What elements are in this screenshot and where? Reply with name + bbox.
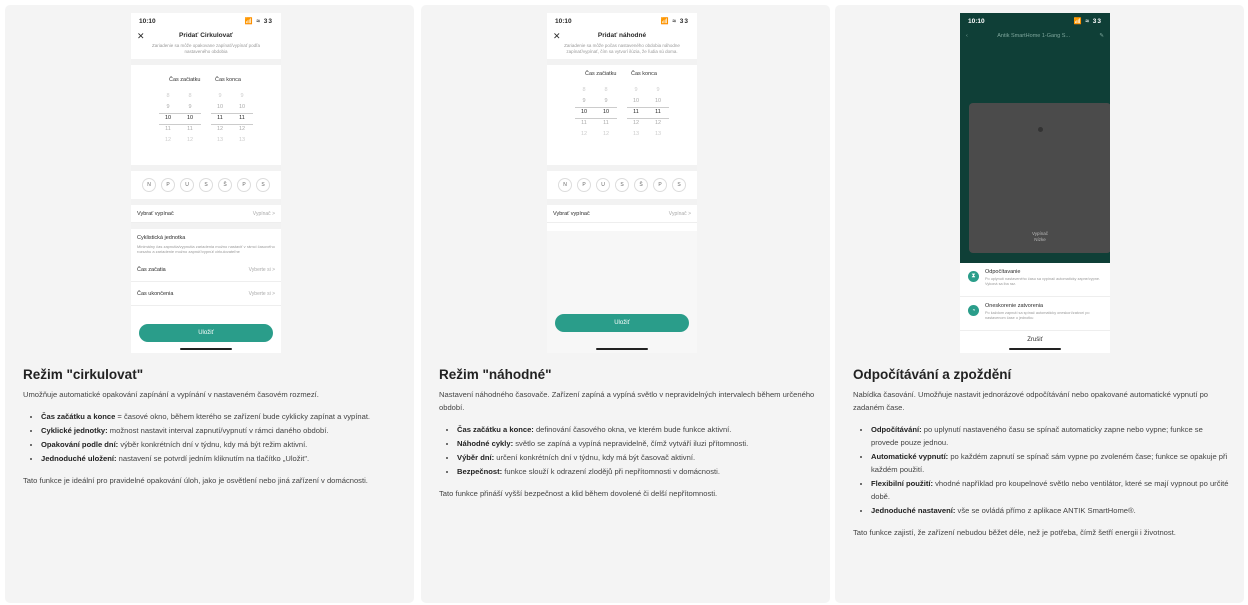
list-item: • Odpočítávání: po uplynutí nastaveného času se spínač automaticky zapne nebo vypne; funkce se provede pouze jednou. — [871, 423, 1230, 449]
end-hour-wheel[interactable]: 9 10 11 12 13 — [632, 87, 640, 137]
start-time-label: Čas začiatku — [169, 77, 201, 83]
empty-area — [547, 231, 697, 353]
option-description: Po uplynutí nastaveného času sa vypínač automaticky zapne/vypne. Vykoná sa iba raz. — [985, 277, 1101, 286]
list-item: • Automatické vypnutí: po každém zapnutí se spínač sám vypne po zvoleném čase; funkce se opakuje při každém použití. — [871, 450, 1230, 476]
power-icon — [1038, 127, 1043, 132]
list-item: • Cyklické jednotky: možnost nastavit interval zapnutí/vypnutí v rámci daného období. — [41, 424, 400, 437]
back-icon[interactable]: ‹ — [966, 33, 968, 39]
card-cirkulovat — [5, 5, 414, 603]
select-switch-row[interactable] — [131, 205, 281, 223]
day-toggle[interactable]: S — [672, 178, 686, 192]
end-minute-wheel[interactable]: 9 10 11 12 13 — [238, 93, 246, 143]
list-item: • Náhodné cykly: světlo se zapíná a vypíná nepravidelně, čímž vytváří iluzi přítomnosti. — [457, 437, 816, 450]
end-time-label: Čas konca — [631, 71, 657, 77]
intro-text: Nabídka časování. Umožňuje nastavit jednorázové odpočítávání nebo opakované automatické vypnutí po zadaném čase. — [853, 390, 1209, 412]
option-title: Odpočítavanie — [985, 269, 1021, 275]
list-item: • Čas začátku a konce = časové okno, během kterého se zařízení bude cyklicky zapínat a vypínat. — [41, 410, 400, 423]
cycle-unit-section — [131, 229, 281, 258]
outro-text: Tato funkce je ideální pro pravidelné opakování úloh, jako je osvětlení nebo jiná zařízení v domácnosti. — [23, 476, 368, 485]
card-nahodne — [421, 5, 830, 603]
list-item: • Jednoduché nastavení: vše se ovládá přímo z aplikace ANTIK SmartHome®. — [871, 504, 1230, 517]
screen-title: Pridať Cirkulovať — [179, 32, 233, 39]
end-row-label: Čas ukončenia — [137, 290, 174, 297]
list-item: • Opakování podle dní: výběr konkrétních dní v týdnu, kdy má být režim aktivní. — [41, 438, 400, 451]
card-odpocitavani — [835, 5, 1244, 603]
outro-text: Tato funkce zajistí, že zařízení nebudou běžet déle, než je potřeba, čímž šetří energii i životnost. — [853, 528, 1176, 537]
screen-subtitle: Zariadenie sa môže počas nastaveného obdobia náhodne zapínať/vypínať, čím sa vytvorí ilúzia, že ľudia sú doma. — [564, 43, 680, 54]
start-row[interactable] — [131, 258, 281, 282]
edit-icon[interactable]: ✎ — [1099, 33, 1104, 39]
status-time: 10:10 — [555, 17, 572, 25]
cycle-unit-description: Minimálny čas zapnutia/vypnutia zariadenia možno nastaviť v rámci časového rozsahu a zariadenie možno zapnúť/vypnúť cirkulovateľne — [137, 244, 275, 255]
close-icon[interactable]: ✕ — [553, 31, 561, 41]
option-title: Oneskorenie zatvorenia — [985, 303, 1044, 309]
start-time-label: Čas začiatku — [585, 71, 617, 77]
end-hour-wheel[interactable]: 9 10 11 12 13 — [216, 93, 224, 143]
list-item: • Jednoduché uložení: nastavení se potvrdí jedním kliknutím na tlačítko „Uložit". — [41, 452, 400, 465]
select-switch-row[interactable] — [547, 205, 697, 223]
start-row-label: Čas začatia — [137, 266, 166, 273]
feature-list — [41, 410, 400, 465]
list-item: • Bezpečnost: funkce slouží k odrazení zlodějů při nepřítomnosti v domácnosti. — [457, 465, 816, 478]
home-indicator — [1009, 348, 1061, 350]
phone-screenshot — [960, 13, 1110, 353]
day-toggle[interactable]: P — [653, 178, 667, 192]
time-picker[interactable] — [131, 65, 281, 165]
status-icons: 📶 ≈ 33 — [244, 18, 273, 25]
select-switch-value: Vypínač > — [668, 210, 691, 217]
time-picker[interactable] — [547, 65, 697, 165]
select-switch-label: Vybrať vypínač — [553, 210, 590, 217]
day-toggle[interactable]: Š — [218, 178, 232, 192]
day-toggle[interactable]: Š — [634, 178, 648, 192]
delay-close-option[interactable] — [960, 297, 1110, 331]
day-toggle[interactable]: P — [577, 178, 591, 192]
nav-bar — [547, 29, 697, 43]
end-row[interactable] — [131, 282, 281, 306]
status-time: 10:10 — [968, 17, 985, 25]
status-icons: 📶 ≈ 33 — [660, 18, 689, 25]
option-description: Po každom zapnutí sa spínač automaticky oneskorí/zatvorí po nastavenom čase o jednotku — [985, 311, 1090, 320]
description — [439, 367, 816, 500]
status-bar — [131, 13, 281, 29]
screen-title: Pridať náhodné — [597, 32, 647, 39]
select-switch-label: Vybrať vypínač — [137, 210, 174, 217]
screen-title: Antik SmartHome 1-Gang S... — [997, 33, 1070, 39]
status-icons: 📶 ≈ 33 — [1073, 18, 1102, 25]
start-hour-wheel[interactable]: 8 9 10 11 12 — [164, 93, 172, 143]
home-indicator — [596, 348, 648, 350]
screen-subtitle: Zariadenie sa môže opakovane zapínať/vypínať podľa nastaveného obdobia — [151, 43, 260, 54]
start-row-value: Vyberte si > — [248, 266, 275, 273]
day-toggle[interactable]: S — [615, 178, 629, 192]
cancel-button[interactable]: Zrušiť — [1027, 337, 1043, 343]
switch-device-panel[interactable] — [969, 103, 1110, 253]
status-bar — [547, 13, 697, 29]
description — [23, 367, 400, 487]
day-toggle[interactable]: P — [161, 178, 175, 192]
section-heading: Režim "náhodné" — [439, 367, 552, 382]
day-toggle[interactable]: U — [596, 178, 610, 192]
status-time: 10:10 — [139, 17, 156, 25]
day-toggle[interactable]: U — [180, 178, 194, 192]
timer-action-sheet — [960, 263, 1110, 353]
select-switch-value: Vypínač > — [252, 210, 275, 217]
phone-screenshot — [547, 13, 697, 353]
day-toggle[interactable]: S — [199, 178, 213, 192]
close-icon[interactable]: ✕ — [137, 31, 145, 41]
outro-text: Tato funkce přináší vyšší bezpečnost a klid během dovolené či delší nepřítomnosti. — [439, 489, 718, 498]
device-screen — [960, 13, 1110, 263]
day-toggle[interactable]: S — [256, 178, 270, 192]
phone-screenshot — [131, 13, 281, 353]
day-toggle[interactable]: P — [237, 178, 251, 192]
list-item: • Čas začátku a konce: definování časového okna, ve kterém bude funkce aktivní. — [457, 423, 816, 436]
end-time-label: Čas konca — [215, 77, 241, 83]
feature-list — [871, 423, 1230, 517]
save-button[interactable]: Uložiť — [139, 324, 273, 342]
clock-icon: ◔ — [968, 305, 979, 316]
end-minute-wheel[interactable]: 9 10 11 12 13 — [654, 87, 662, 137]
list-item: • Flexibilní použití: vhodné například pro koupelnové světlo nebo ventilátor, které se mají vypnout po určité době. — [871, 477, 1230, 503]
device-label: Vypínač Nízke — [1031, 231, 1049, 242]
start-hour-wheel[interactable]: 8 9 10 11 12 — [580, 87, 588, 137]
hourglass-icon: ⧗ — [968, 271, 979, 282]
cycle-unit-title: Cyklistická jednotka — [137, 235, 186, 241]
home-indicator — [180, 348, 232, 350]
intro-text: Umožňuje automatické opakování zapínání a vypínání v nastaveném časovém rozmezí. — [23, 390, 319, 399]
feature-list — [457, 423, 816, 478]
day-toggle[interactable]: N — [558, 178, 572, 192]
weekday-selector — [547, 171, 697, 199]
save-button[interactable]: Uložiť — [555, 314, 689, 332]
day-toggle[interactable]: N — [142, 178, 156, 192]
section-heading: Režim "cirkulovat" — [23, 367, 144, 382]
intro-text: Nastavení náhodného časovače. Zařízení zapíná a vypíná světlo v nepravidelných intervalech během určeného období. — [439, 390, 815, 412]
end-row-value: Vyberte si > — [248, 290, 275, 297]
countdown-option[interactable] — [960, 263, 1110, 297]
section-heading: Odpočítávání a zpoždění — [853, 367, 1012, 382]
nav-bar — [960, 29, 1110, 43]
list-item: • Výběr dní: určení konkrétních dní v týdnu, kdy má být časovač aktivní. — [457, 451, 816, 464]
start-minute-wheel[interactable]: 8 9 10 11 12 — [186, 93, 194, 143]
nav-bar — [131, 29, 281, 43]
weekday-selector — [131, 171, 281, 199]
status-bar — [960, 13, 1110, 29]
start-minute-wheel[interactable]: 8 9 10 11 12 — [602, 87, 610, 137]
description — [853, 367, 1230, 539]
